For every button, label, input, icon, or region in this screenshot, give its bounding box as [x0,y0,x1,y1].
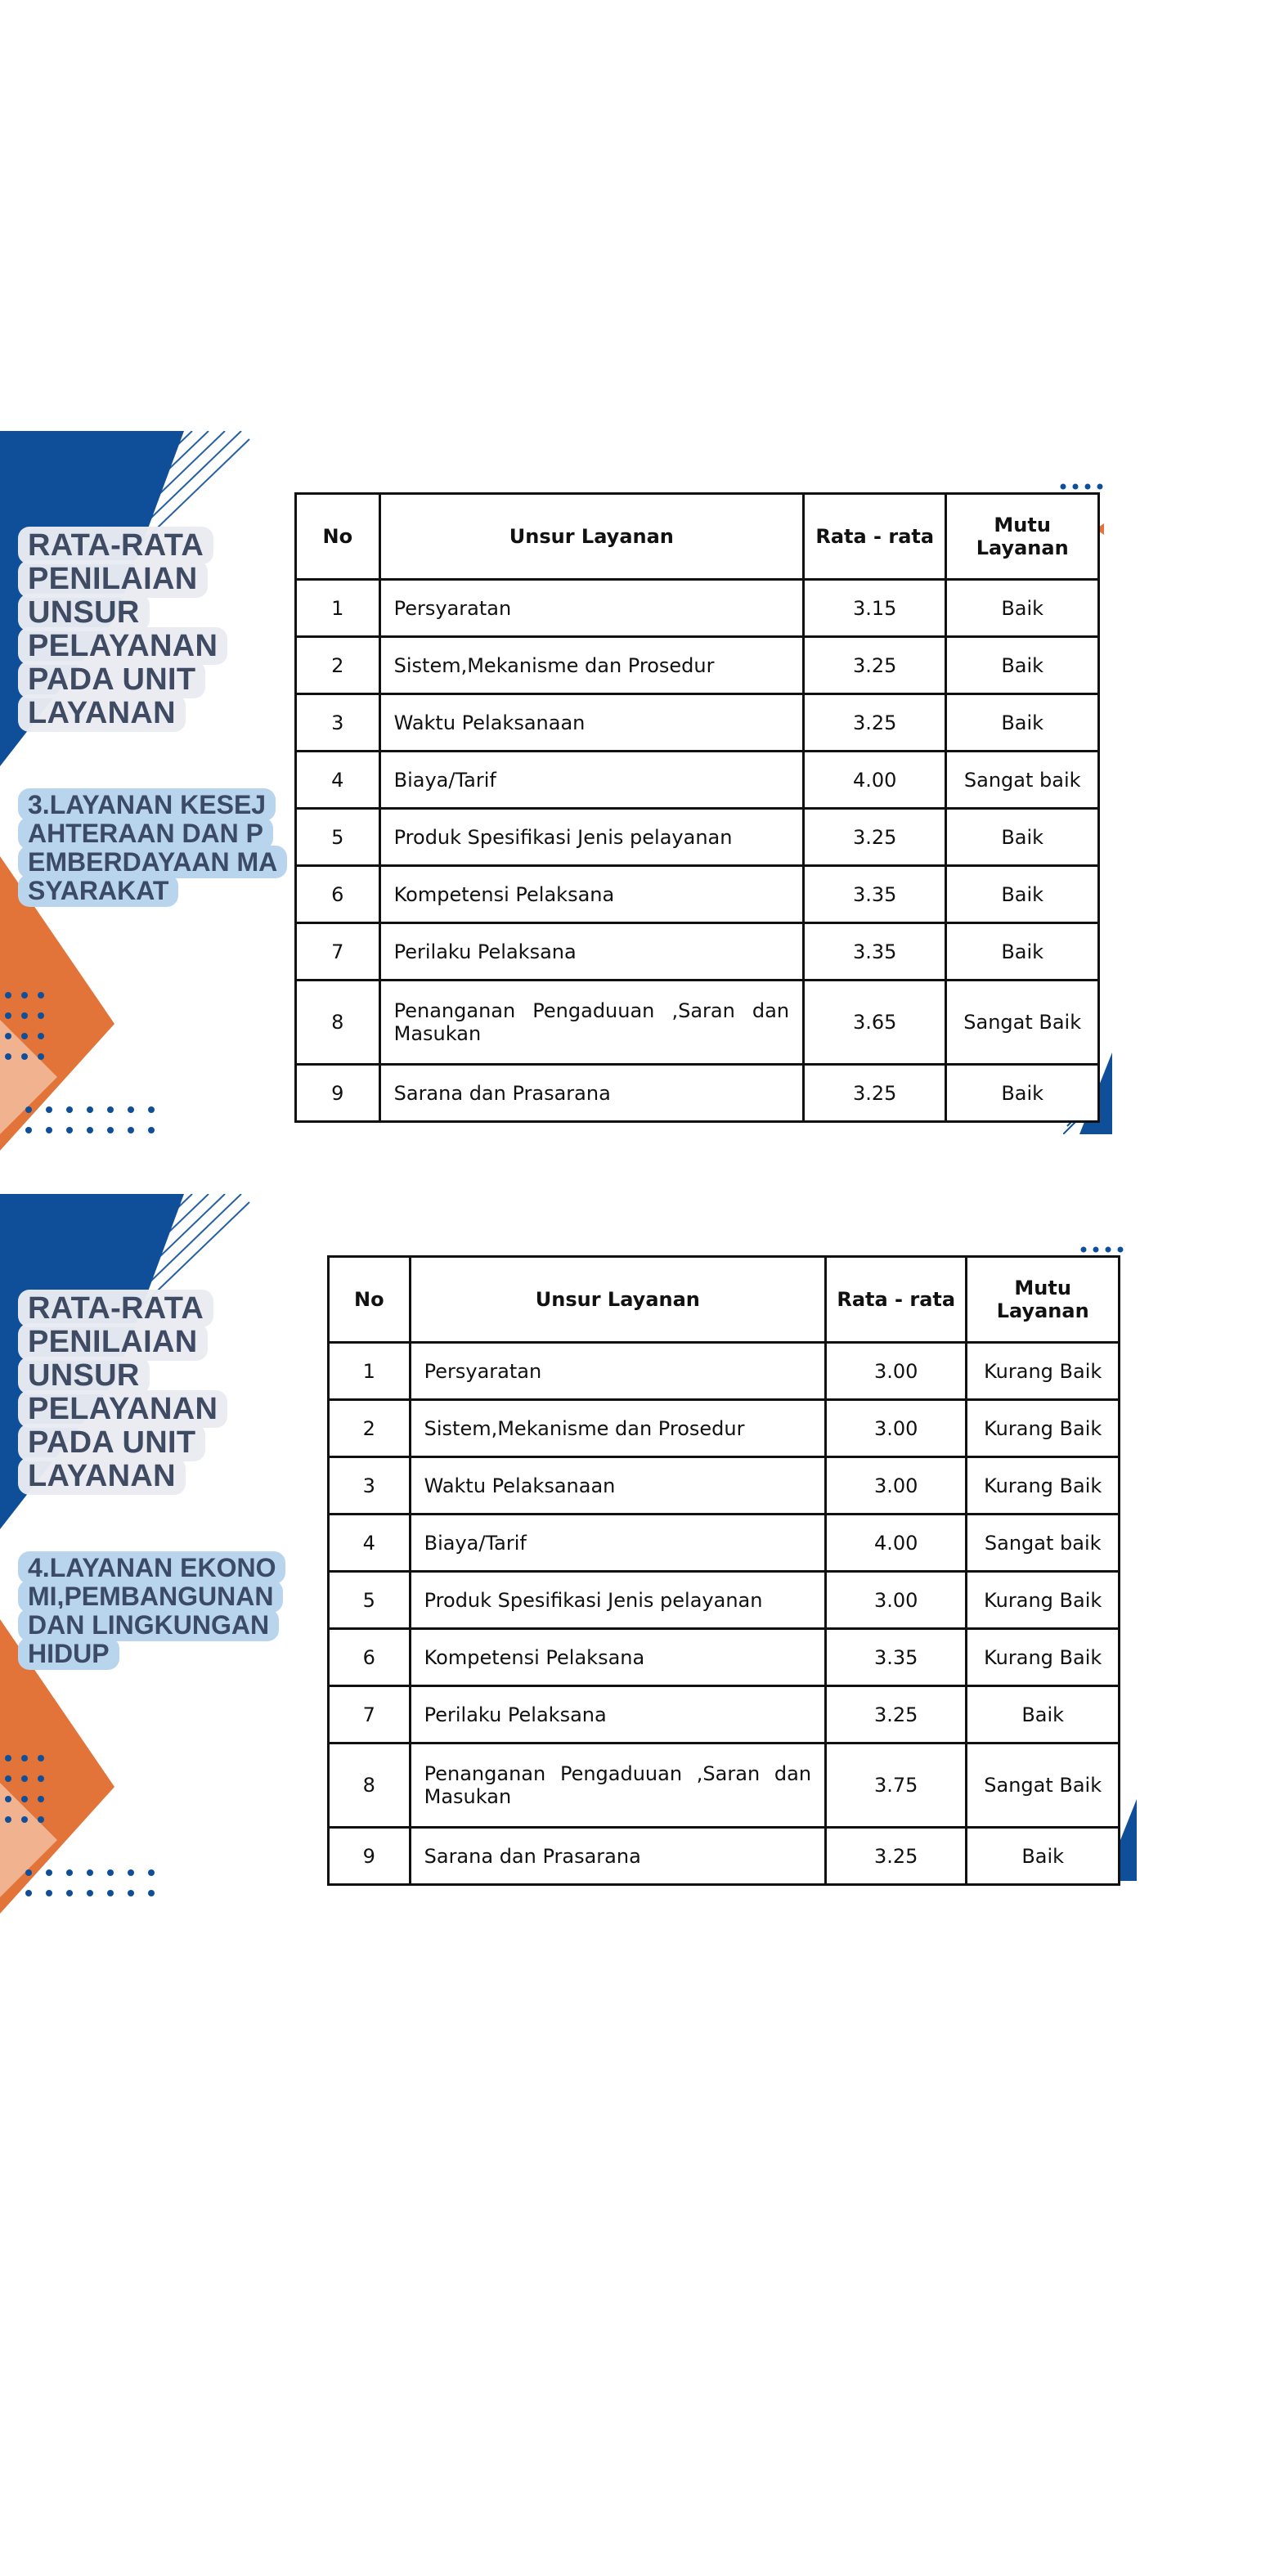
cell-no: 6 [329,1629,411,1686]
table-row [329,1828,1120,1885]
table-header-row [296,494,1099,580]
cell-item: Produk Spesifikasi Jenis pelayanan [379,809,803,866]
table-row [296,923,1099,981]
cell-mutu: Baik [946,866,1099,923]
table-row [329,1457,1120,1515]
service-score-table [294,492,1100,1123]
cell-mutu: Baik [946,580,1099,637]
header-no: No [296,494,380,580]
cell-mutu: Kurang Baik [967,1343,1120,1400]
cell-mutu: Baik [946,809,1099,866]
table-row [329,1686,1120,1744]
cell-avg: 3.75 [826,1744,967,1828]
cell-no: 3 [296,694,380,752]
cell-avg: 4.00 [804,752,946,809]
cell-mutu: Sangat baik [967,1515,1120,1572]
cell-item: Sarana dan Prasarana [410,1828,825,1885]
table-row [296,580,1099,637]
cell-mutu: Baik [967,1828,1120,1885]
cell-avg: 3.25 [804,637,946,694]
cell-item: Sistem,Mekanisme dan Prosedur [410,1400,825,1457]
cell-avg: 3.25 [804,809,946,866]
slide-2 [0,1194,1137,1918]
heading-text: RATA-RATA PENILAIAN UNSUR PELAYANAN PADA UNIT LAYANAN [18,527,227,732]
table-row [329,1515,1120,1572]
table-header-row [329,1257,1120,1343]
cell-no: 7 [329,1686,411,1744]
cell-item: Kompetensi Pelaksana [410,1629,825,1686]
header-rata: Rata - rata [826,1257,967,1343]
cell-avg: 3.00 [826,1572,967,1629]
table-row [329,1343,1120,1400]
header-no: No [329,1257,411,1343]
cell-avg: 3.25 [804,694,946,752]
cell-avg: 3.65 [804,981,946,1065]
cell-mutu: Baik [967,1686,1120,1744]
cell-no: 6 [296,866,380,923]
table-row [329,1572,1120,1629]
cell-mutu: Kurang Baik [967,1457,1120,1515]
cell-no: 1 [329,1343,411,1400]
cell-mutu: Baik [946,923,1099,981]
cell-item: Penanganan Pengaduuan ,Saran dan Masukan [379,981,803,1065]
cell-item: Persyaratan [410,1343,825,1400]
cell-mutu: Baik [946,1065,1099,1122]
service-score-table [327,1255,1120,1886]
header-unsur: Unsur Layanan [379,494,803,580]
header-unsur: Unsur Layanan [410,1257,825,1343]
cell-no: 2 [329,1400,411,1457]
cell-mutu: Kurang Baik [967,1400,1120,1457]
slide-heading [18,1292,255,1493]
header-mutu: Mutu Layanan [967,1257,1120,1343]
cell-no: 5 [329,1572,411,1629]
cell-item: Waktu Pelaksanaan [410,1457,825,1515]
slide-subheading [18,791,280,905]
cell-item: Biaya/Tarif [410,1515,825,1572]
cell-item: Biaya/Tarif [379,752,803,809]
cell-no: 5 [296,809,380,866]
cell-mutu: Kurang Baik [967,1572,1120,1629]
cell-avg: 4.00 [826,1515,967,1572]
cell-item: Persyaratan [379,580,803,637]
cell-avg: 3.25 [826,1686,967,1744]
cell-no: 8 [329,1744,411,1828]
cell-no: 9 [329,1828,411,1885]
cell-avg: 3.00 [826,1400,967,1457]
header-rata: Rata - rata [804,494,946,580]
cell-no: 1 [296,580,380,637]
cell-item: Penanganan Pengaduuan ,Saran dan Masukan [410,1744,825,1828]
cell-no: 3 [329,1457,411,1515]
cell-avg: 3.25 [804,1065,946,1122]
subheading-text: 4.LAYANAN EKONOMI,PEMBANGUNAN DAN LINGKUNGAN HIDUP [18,1551,285,1670]
cell-no: 8 [296,981,380,1065]
table-row [296,637,1099,694]
table-row [296,752,1099,809]
cell-no: 4 [329,1515,411,1572]
slide-heading [18,529,255,730]
table-row [296,1065,1099,1122]
cell-avg: 3.35 [804,866,946,923]
table-row [329,1629,1120,1686]
slide-1 [0,431,1137,1151]
cell-item: Sarana dan Prasarana [379,1065,803,1122]
cell-no: 9 [296,1065,380,1122]
table-row [296,866,1099,923]
cell-mutu: Baik [946,637,1099,694]
cell-mutu: Sangat baik [946,752,1099,809]
cell-item: Perilaku Pelaksana [410,1686,825,1744]
cell-avg: 3.15 [804,580,946,637]
slide-subheading [18,1554,280,1668]
table-row [296,694,1099,752]
heading-text: RATA-RATA PENILAIAN UNSUR PELAYANAN PADA UNIT LAYANAN [18,1290,227,1495]
table-row [329,1744,1120,1828]
cell-no: 7 [296,923,380,981]
cell-avg: 3.00 [826,1457,967,1515]
cell-mutu: Sangat Baik [967,1744,1120,1828]
header-mutu: Mutu Layanan [946,494,1099,580]
cell-no: 2 [296,637,380,694]
cell-item: Perilaku Pelaksana [379,923,803,981]
cell-mutu: Kurang Baik [967,1629,1120,1686]
cell-avg: 3.25 [826,1828,967,1885]
cell-item: Waktu Pelaksanaan [379,694,803,752]
cell-no: 4 [296,752,380,809]
cell-item: Kompetensi Pelaksana [379,866,803,923]
cell-avg: 3.35 [826,1629,967,1686]
cell-mutu: Baik [946,694,1099,752]
table-row [296,981,1099,1065]
cell-item: Sistem,Mekanisme dan Prosedur [379,637,803,694]
cell-avg: 3.00 [826,1343,967,1400]
cell-mutu: Sangat Baik [946,981,1099,1065]
table-row [296,809,1099,866]
subheading-text: 3.LAYANAN KESEJAHTERAAN DAN PEMBERDAYAAN MASYARAKAT [18,788,287,907]
table-row [329,1400,1120,1457]
cell-avg: 3.35 [804,923,946,981]
cell-item: Produk Spesifikasi Jenis pelayanan [410,1572,825,1629]
